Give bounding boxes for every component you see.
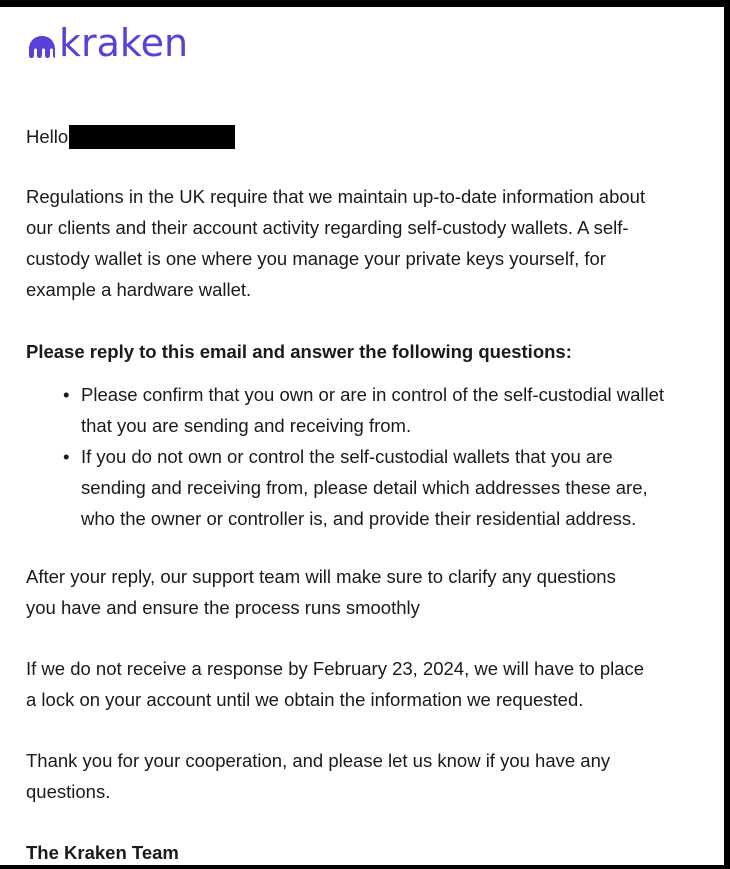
thanks-paragraph	[26, 745, 724, 807]
intro-paragraph	[26, 181, 724, 305]
intro-line: Regulations in the UK require that we maintain up-to-date information about	[26, 186, 646, 207]
kraken-logo	[27, 21, 188, 65]
question-line: that you are sending and receiving from.	[81, 415, 412, 436]
thanks-line: Thank you for your cooperation, and please let us know if you have any	[26, 750, 611, 771]
followup-paragraph	[26, 561, 724, 623]
question-line: If you do not own or control the self-custodial wallets that you are	[81, 446, 613, 467]
list-item	[26, 441, 724, 534]
greeting-line	[26, 121, 724, 152]
bullet-icon: •	[63, 446, 70, 467]
instruction-heading: Please reply to this email and answer the following questions:	[26, 341, 572, 362]
kraken-tentacle-logo-icon	[27, 35, 57, 59]
kraken-wordmark: kraken	[59, 21, 189, 65]
intro-line: custody wallet is one where you manage your private keys yourself, for	[26, 248, 606, 269]
question-line: who the owner or controller is, and provide their residential address.	[81, 508, 637, 529]
questions-list	[26, 379, 724, 534]
intro-line: our clients and their account activity regarding self-custody wallets. A self-	[26, 217, 629, 238]
redacted-name-block	[69, 125, 235, 149]
email-body	[0, 7, 724, 865]
deadline-line: If we do not receive a response by February 23, 2024, we will have to place	[26, 658, 645, 679]
intro-line: example a hardware wallet.	[26, 279, 252, 300]
thanks-line: questions.	[26, 781, 111, 802]
greeting-text: Hello	[26, 126, 69, 147]
deadline-paragraph	[26, 653, 724, 715]
list-item	[26, 379, 724, 441]
followup-line: you have and ensure the process runs smoothly	[26, 597, 420, 618]
followup-line: After your reply, our support team will make sure to clarify any questions	[26, 566, 616, 587]
bullet-icon: •	[63, 384, 70, 405]
signature: The Kraken Team	[26, 842, 179, 863]
question-line: Please confirm that you own or are in control of the self-custodial wallet	[81, 384, 665, 405]
question-line: sending and receiving from, please detail which addresses these are,	[81, 477, 648, 498]
deadline-line: a lock on your account until we obtain the information we requested.	[26, 689, 584, 710]
